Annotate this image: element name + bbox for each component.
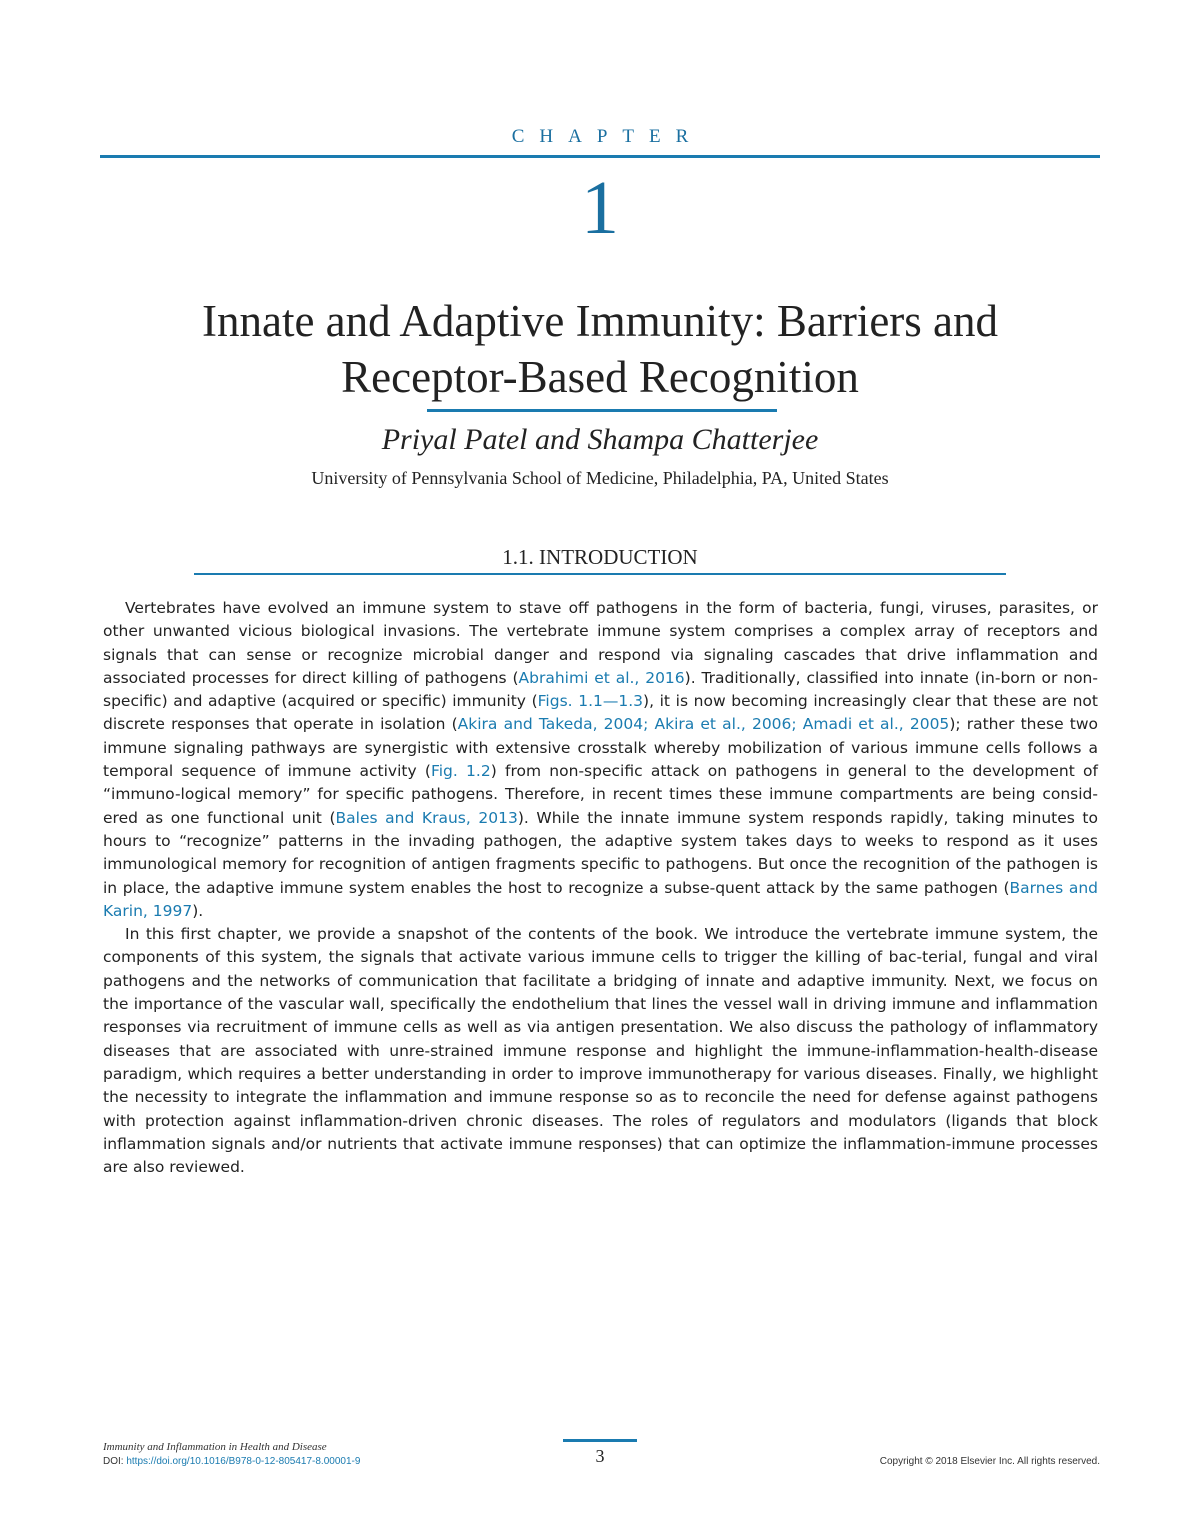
chapter-title-line-1: Innate and Adaptive Immunity: Barriers and: [201, 296, 999, 346]
author-affiliation: University of Pennsylvania School of Medicine, Philadelphia, PA, United States: [311, 468, 889, 488]
paragraph-1: [103, 597, 1098, 923]
title-divider: [427, 409, 777, 412]
paragraph-2: In this first chapter, we provide a snapshot of the contents of the book. We introduce the vertebrate immune system, the components of this system, the signals that activate various immune cells to trigger the killing of bac-terial, fungal and viral pathogens and the networks of communication that facilitate a bridging of innate and adaptive immunity. Next, we focus on the importance of the vascular wall, specifically the endothelium that lines the vessel wall in driving immune and inflammation responses via recruitment of immune cells as well as via antigen presentation. We also discuss the pathology of inflammatory diseases that are associated with unre-strained immune response and highlight the immune-inflammation-health-disease paradigm, which requires a better understanding in order to improve immunotherapy for various diseases. Finally, we highlight the necessity to integrate the inflammation and immune response so as to reconcile the need for defense against pathogens with protection against inflammation-driven chronic diseases. The roles of regulators and modulators (ligands that block inflammation signals and/or nutrients that activate immune responses) that can optimize the inflammation-immune processes are also reviewed.: [103, 925, 1098, 1177]
chapter-title: [80, 293, 1120, 405]
copyright-notice: Copyright © 2018 Elsevier Inc. All rights reserved.: [879, 1456, 1100, 1467]
text-run: ); rather these two immune signaling pathways are synergistic with extensive crosstalk whereby mobilization of various immune cells follows a temporal sequence of immune activity (: [103, 715, 1099, 781]
figure-reference-link[interactable]: Fig. 1.2: [430, 762, 491, 781]
text-run: ).: [192, 901, 204, 920]
author-names: Priyal Patel and Shampa Chatterjee: [381, 423, 819, 456]
figure-reference-link[interactable]: Figs. 1.1—1.3: [537, 692, 644, 711]
chapter-title-line-2: Receptor-Based Recognition: [341, 352, 859, 402]
chapter-label: CHAPTER: [511, 126, 704, 147]
section-divider: [194, 573, 1006, 575]
chapter-divider: [100, 155, 1100, 158]
body-text: [103, 597, 1098, 1179]
text-run: ). While the innate immune system responds rapidly, taking minutes to hours to “recognize” patterns in the invading pathogen, the adaptive system takes days to weeks to respond as it uses immunological memory for recognition of antigen fragments specific to pathogens. But once the recognition of the pathogen is in place, the adaptive immune system enables the host to recognize a subse-quent attack by the same pathogen (: [103, 808, 1098, 897]
page-number: 3: [595, 1446, 605, 1466]
citation-link[interactable]: Abrahimi et al., 2016: [518, 668, 685, 687]
text-run: ). Traditionally, classified into innate (in-born or non-specific) and adaptive (acquired or specific) immunity (: [103, 668, 1098, 711]
footer-divider: [563, 1439, 637, 1442]
doi-link[interactable]: https://doi.org/10.1016/B978-0-12-805417-8.00001-9: [126, 1456, 361, 1467]
text-run: ), it is now becoming increasingly clear that these are not discrete responses that operate in isolation (: [103, 692, 1098, 734]
citation-link[interactable]: Barnes and Karin, 1997: [103, 878, 1098, 920]
citation-link[interactable]: Akira and Takeda, 2004; Akira et al., 2006; Amadi et al., 2005: [457, 715, 950, 734]
citation-link[interactable]: Bales and Kraus, 2013: [335, 808, 518, 827]
section-heading: 1.1. INTRODUCTION: [502, 545, 698, 569]
book-title: Immunity and Inflammation in Health and Disease: [103, 1441, 327, 1453]
text-run: Vertebrates have evolved an immune system to stave off pathogens in the form of bacteria, fungi, viruses, parasites, or other unwanted vicious biological invasions. The vertebrate immune system comprises a complex array of receptors and signals that can sense or recognize microbial danger and respond via signaling cascades that drive inflammation and associated processes for direct killing of pathogens (: [103, 599, 1098, 687]
doi-label: DOI:: [103, 1456, 127, 1467]
text-run: ) from non-specific attack on pathogens in general to the development of “immuno-logical memory” for specific pathogens. Therefore, in recent times these immune compartments are being consid-ered as one functional unit (: [103, 762, 1098, 827]
chapter-number: 1: [581, 166, 619, 250]
